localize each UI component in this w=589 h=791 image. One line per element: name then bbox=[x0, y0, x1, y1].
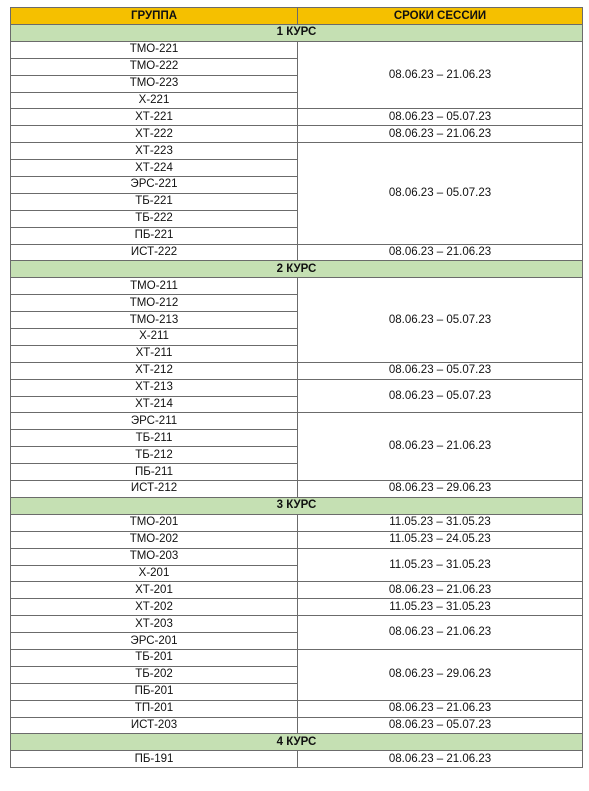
group-cell: ПБ-191 bbox=[11, 751, 298, 768]
session-dates-cell: 08.06.23 – 29.06.23 bbox=[298, 481, 583, 498]
session-dates-cell: 08.06.23 – 05.07.23 bbox=[298, 143, 583, 244]
group-cell: ХТ-211 bbox=[11, 345, 298, 362]
table-row bbox=[11, 514, 583, 531]
group-cell: ТБ-222 bbox=[11, 210, 298, 227]
group-cell: ТМО-213 bbox=[11, 312, 298, 329]
group-cell: ТБ-211 bbox=[11, 430, 298, 447]
group-cell: ТМО-223 bbox=[11, 75, 298, 92]
session-dates-cell: 08.06.23 – 21.06.23 bbox=[298, 41, 583, 109]
table-row bbox=[11, 548, 583, 565]
group-cell: ТМО-222 bbox=[11, 58, 298, 75]
table-body bbox=[11, 25, 583, 768]
table-row bbox=[11, 481, 583, 498]
course-title: 1 КУРС bbox=[11, 25, 583, 42]
table-row bbox=[11, 717, 583, 734]
group-cell: ТМО-211 bbox=[11, 278, 298, 295]
session-dates-cell: 08.06.23 – 21.06.23 bbox=[298, 244, 583, 261]
dates-column-header: СРОКИ СЕССИИ bbox=[298, 8, 583, 25]
group-cell: ТП-201 bbox=[11, 700, 298, 717]
table-row bbox=[11, 531, 583, 548]
table-row bbox=[11, 41, 583, 58]
group-cell: ХТ-223 bbox=[11, 143, 298, 160]
group-cell: Х-201 bbox=[11, 565, 298, 582]
header-row bbox=[11, 8, 583, 25]
table-row bbox=[11, 649, 583, 666]
group-cell: ХТ-222 bbox=[11, 126, 298, 143]
session-dates-cell: 11.05.23 – 31.05.23 bbox=[298, 599, 583, 616]
session-dates-cell: 11.05.23 – 24.05.23 bbox=[298, 531, 583, 548]
course-header-row bbox=[11, 261, 583, 278]
group-cell: ТМО-221 bbox=[11, 41, 298, 58]
group-cell: ТМО-203 bbox=[11, 548, 298, 565]
group-cell: Х-211 bbox=[11, 329, 298, 346]
table-row bbox=[11, 109, 583, 126]
session-dates-cell: 08.06.23 – 21.06.23 bbox=[298, 616, 583, 650]
group-cell: ТМО-212 bbox=[11, 295, 298, 312]
group-cell: ИСТ-222 bbox=[11, 244, 298, 261]
table-row bbox=[11, 379, 583, 396]
session-dates-cell: 08.06.23 – 05.07.23 bbox=[298, 109, 583, 126]
group-cell: ХТ-224 bbox=[11, 160, 298, 177]
group-cell: ИСТ-212 bbox=[11, 481, 298, 498]
session-dates-cell: 11.05.23 – 31.05.23 bbox=[298, 514, 583, 531]
table-row bbox=[11, 413, 583, 430]
group-cell: ТБ-202 bbox=[11, 666, 298, 683]
group-cell: ТМО-202 bbox=[11, 531, 298, 548]
group-cell: ЭРС-201 bbox=[11, 633, 298, 650]
group-cell: ХТ-212 bbox=[11, 362, 298, 379]
table-row bbox=[11, 599, 583, 616]
session-dates-cell: 08.06.23 – 21.06.23 bbox=[298, 413, 583, 481]
table-row bbox=[11, 751, 583, 768]
course-header-row bbox=[11, 497, 583, 514]
group-cell: ПБ-211 bbox=[11, 464, 298, 481]
course-header-row bbox=[11, 25, 583, 42]
table-row bbox=[11, 278, 583, 295]
table-row bbox=[11, 362, 583, 379]
course-title: 4 КУРС bbox=[11, 734, 583, 751]
group-cell: ХТ-201 bbox=[11, 582, 298, 599]
session-dates-cell: 08.06.23 – 05.07.23 bbox=[298, 379, 583, 413]
group-cell: ХТ-214 bbox=[11, 396, 298, 413]
group-cell: ХТ-203 bbox=[11, 616, 298, 633]
group-column-header: ГРУППА bbox=[11, 8, 298, 25]
session-dates-cell: 08.06.23 – 29.06.23 bbox=[298, 649, 583, 700]
group-cell: ХТ-221 bbox=[11, 109, 298, 126]
session-dates-cell: 08.06.23 – 21.06.23 bbox=[298, 751, 583, 768]
session-dates-cell: 08.06.23 – 05.07.23 bbox=[298, 362, 583, 379]
group-cell: ПБ-221 bbox=[11, 227, 298, 244]
course-title: 3 КУРС bbox=[11, 497, 583, 514]
table-row bbox=[11, 244, 583, 261]
group-cell: ТБ-221 bbox=[11, 193, 298, 210]
group-cell: ТБ-201 bbox=[11, 649, 298, 666]
session-dates-cell: 08.06.23 – 21.06.23 bbox=[298, 126, 583, 143]
group-cell: ТМО-201 bbox=[11, 514, 298, 531]
group-cell: Х-221 bbox=[11, 92, 298, 109]
group-cell: ИСТ-203 bbox=[11, 717, 298, 734]
group-cell: ТБ-212 bbox=[11, 447, 298, 464]
session-dates-cell: 08.06.23 – 21.06.23 bbox=[298, 582, 583, 599]
course-title: 2 КУРС bbox=[11, 261, 583, 278]
table-row bbox=[11, 126, 583, 143]
course-header-row bbox=[11, 734, 583, 751]
table-row bbox=[11, 143, 583, 160]
group-cell: ХТ-213 bbox=[11, 379, 298, 396]
table-row bbox=[11, 700, 583, 717]
group-cell: ЭРС-221 bbox=[11, 177, 298, 194]
session-dates-cell: 08.06.23 – 05.07.23 bbox=[298, 717, 583, 734]
group-cell: ХТ-202 bbox=[11, 599, 298, 616]
group-cell: ПБ-201 bbox=[11, 683, 298, 700]
session-dates-cell: 08.06.23 – 21.06.23 bbox=[298, 700, 583, 717]
session-dates-cell: 08.06.23 – 05.07.23 bbox=[298, 278, 583, 362]
group-cell: ЭРС-211 bbox=[11, 413, 298, 430]
session-schedule-table bbox=[10, 7, 583, 768]
table-row bbox=[11, 582, 583, 599]
table-row bbox=[11, 616, 583, 633]
session-dates-cell: 11.05.23 – 31.05.23 bbox=[298, 548, 583, 582]
